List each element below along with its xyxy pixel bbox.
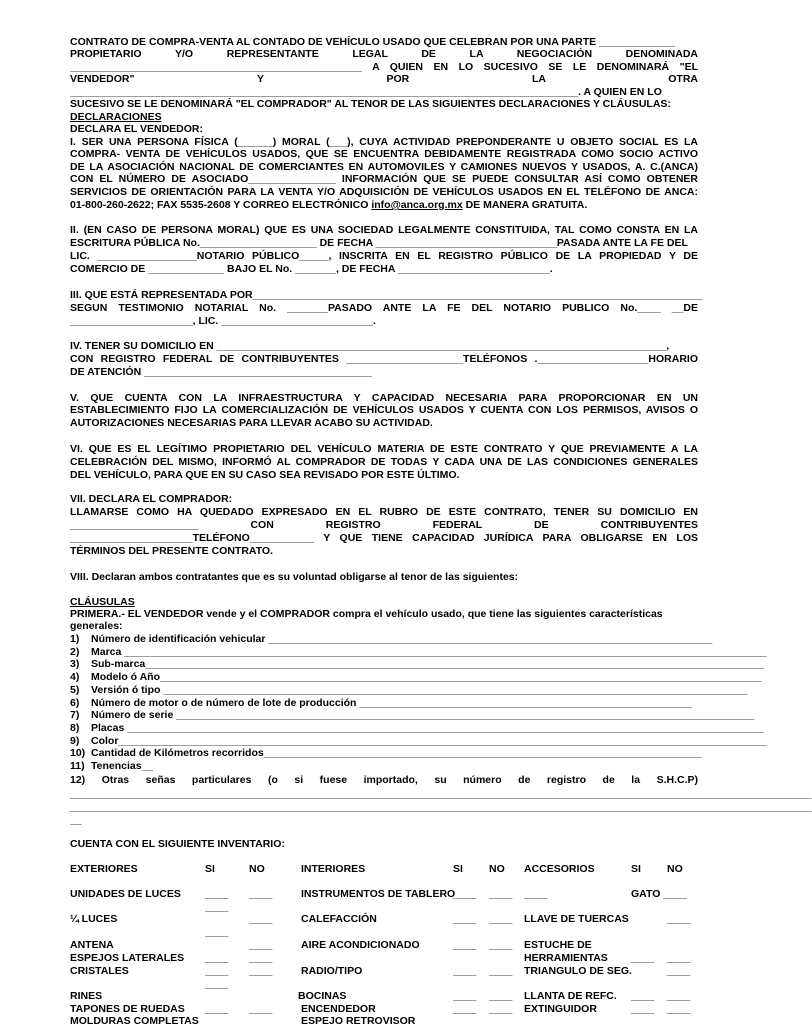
blank-cristales-si[interactable]: ____: [205, 965, 229, 977]
declaraciones-title: DECLARACIONES: [70, 111, 162, 123]
decl-vi-line-2: CELEBRACIÓN DEL MISMO, INFORMÓ AL COMPRADOR DE TODAS Y CADA UNA DE LAS CONDICIONES GENERALES: [70, 456, 698, 468]
label-radio: RADIO/TIPO: [301, 965, 363, 977]
label-gato: GATO ____: [631, 888, 687, 900]
header-line-6: SUCESIVO SE LE DENOMINARÁ "EL COMPRADOR" AL TENOR DE LAS SIGUIENTES DECLARACIONES Y CLÁUSULAS:: [70, 98, 671, 110]
blank-antena-no[interactable]: ____: [249, 939, 273, 951]
decl-vi-line-1: VI. QUE ES EL LEGÍTIMO PROPIETARIO DEL VEHÍCULO MATERIA DE ESTE CONTRATO Y QUE PREVIAMENTE A LA: [70, 443, 698, 455]
col-int-no: NO: [489, 863, 505, 875]
blank-espejos-si[interactable]: ____: [205, 952, 229, 964]
vehicle-item-label: Número de motor o de número de lote de producción _________________________________________________________: [91, 696, 693, 709]
vehicle-item-number: 10): [70, 747, 86, 760]
vehicle-item-number: 6): [70, 696, 80, 709]
vehicle-item-label: Sub-marca__________________________________________________________________________________________________________: [91, 658, 765, 671]
blank-instrumentos-si[interactable]: ____: [453, 888, 477, 900]
decl-ii-line-4: COMERCIO DE _____________ BAJO EL No. _______, DE FECHA __________________________.: [70, 263, 553, 275]
vehicle-item-5[interactable]: [70, 683, 748, 697]
decl-v-line-3: AUTORIZACIONES NECESARIAS PARA LLEVAR ACABO SU ACTIVIDAD.: [70, 417, 433, 429]
vendedor-heading: DECLARA EL VENDEDOR:: [70, 123, 204, 135]
col-acc-no: NO: [667, 863, 683, 875]
blank-radio-no[interactable]: ____: [489, 965, 513, 977]
decl-vii-line-4: TÉRMINOS DEL PRESENTE CONTRATO.: [70, 545, 274, 557]
vehicle-item-6[interactable]: [70, 697, 698, 710]
label-triangulo: TRIANGULO DE SEG.: [524, 965, 632, 977]
label-unidades-luces: UNIDADES DE LUCES: [70, 888, 181, 900]
decl-iii-line-2: SEGUN TESTIMONIO NOTARIAL No. _______PASADO ANTE LA FE DEL NOTARIO PUBLICO No.____ __DE: [70, 302, 698, 314]
blank-calefaccion-no[interactable]: ____: [489, 913, 513, 925]
vehicle-item-label: Cantidad de Kilómetros recorridos___________________________________________________________________________: [91, 747, 702, 760]
decl-iii-line-1: III. QUE ESTÁ REPRESENTADA POR_____________________________________________________________________________: [70, 289, 703, 301]
blank-llanta-si[interactable]: ____: [631, 990, 655, 1002]
vehicle-item-number: 1): [70, 633, 80, 645]
vehicle-item-number: 4): [70, 671, 80, 684]
blank-antena-si-upper[interactable]: ____: [205, 926, 229, 938]
decl-vii-line-2: ______________________ CON REGISTRO FEDERAL DE CONTRIBUYENTES: [70, 519, 698, 531]
label-encendedor: ENCENDEDOR: [301, 1003, 376, 1015]
vehicle-item-label: Marca ______________________________________________________________________________________________________________: [91, 645, 767, 658]
vehicle-item-number: 9): [70, 734, 80, 747]
label-instrumentos: INSTRUMENTOS DE TABLERO: [301, 888, 456, 900]
item-12: 12) Otras señas particulares (o si fuese importado, su número de registro de la S.H.C.P): [70, 774, 698, 786]
label-cristales: CRISTALES: [70, 965, 129, 977]
primera-line-1: PRIMERA.- EL VENDEDOR vende y el COMPRADOR compra el vehículo usado, que tiene las siguientes características: [70, 608, 663, 620]
label-estuche-2: HERRAMIENTAS: [524, 952, 608, 964]
label-llave: LLAVE DE TUERCAS: [524, 913, 629, 925]
blank-extinguidor-si[interactable]: ____: [631, 1003, 655, 1015]
decl-ii-line-1: II. (EN CASO DE PERSONA MORAL) QUE ES UNA SOCIEDAD LEGALMENTE CONSTITUIDA, TAL COMO CONSTA EN LA: [70, 224, 698, 236]
vehicle-item-1[interactable]: [70, 633, 713, 646]
decl-ii-line-2: ESCRITURA PÚBLICA No.____________________ DE FECHA _______________________________PASADA ANTE LA FE DEL: [70, 237, 688, 249]
blank-cuarto-no[interactable]: ____: [249, 913, 273, 925]
vehicle-item-label: Tenencias__: [91, 760, 154, 772]
blank-bocinas-si[interactable]: ____: [453, 990, 477, 1002]
vehicle-item-3[interactable]: [70, 658, 765, 671]
blank-llanta-no[interactable]: ____: [667, 990, 691, 1002]
col-ext-no: NO: [249, 863, 265, 875]
vehicle-item-number: 3): [70, 658, 80, 671]
decl-v-line-1: V. QUE CUENTA CON LA INFRAESTRUCTURA Y CAPACIDAD NECESARIA PARA PROPORCIONAR EN UN: [70, 392, 698, 404]
label-espejo-retro: ESPEJO RETROVISOR: [301, 1015, 416, 1027]
vehicle-item-label: Placas _____________________________________________________________________________________________________________: [91, 721, 764, 734]
decl-iv-line-1: IV. TENER SU DOMICILIO EN _____________________________________________________________________________,: [70, 340, 670, 352]
decl-i-phone-text: 01-800-260-2622; FAX 5535-2608 Y CORREO ELECTRÓNICO: [70, 199, 372, 211]
label-rines: RINES: [70, 990, 103, 1002]
label-tapones: TAPONES DE RUEDAS: [70, 1003, 185, 1015]
col-int-si: SI: [453, 863, 463, 875]
decl-i-line-5: SERVICIOS DE ORIENTACIÓN PARA LA VENTA Y/O ADQUISICIÓN DE VEHÍCULOS USADOS EN EL TELÉFONO DE ANCA:: [70, 186, 698, 198]
decl-i-line-4: CON EL NÚMERO DE ASOCIADO_______________ INFORMACIÓN QUE SE PUEDE CONSULTAR ASÍ COMO OBTENER: [70, 173, 698, 185]
decl-v-line-2: ESTABLECIMIENTO FIJO LA COMERCIALIZACIÓN DE VEHÍCULOS USADOS Y CUENTA CON LOS PERMISOS, AVISOS O: [70, 404, 698, 416]
decl-iv-line-2: CON REGISTRO FEDERAL DE CONTRIBUYENTES ____________________TELÉFONOS .___________________HORARIO: [70, 353, 698, 365]
label-aire: AIRE ACONDICIONADO: [301, 939, 420, 951]
blank-rines-si-upper[interactable]: ____: [205, 978, 229, 990]
blank-radio-si[interactable]: ____: [453, 965, 477, 977]
vehicle-item-number: 8): [70, 721, 80, 734]
vehicle-item-11[interactable]: [70, 760, 698, 773]
col-exteriores: EXTERIORES: [70, 863, 138, 875]
label-bocinas: BOCINAS: [298, 990, 347, 1002]
vehicle-item-label: Versión ó tipo ____________________________________________________________________________________________________: [91, 683, 748, 696]
blank-unidades-si[interactable]: ____: [205, 888, 229, 900]
blank-unlabeled-acc[interactable]: ____: [524, 888, 548, 900]
vehicle-item-number: 5): [70, 683, 80, 696]
decl-vii-line-1: LLAMARSE COMO HA QUEDADO EXPRESADO EN EL RUBRO DE ESTE CONTRATO, TENER SU DOMICILIO EN: [70, 506, 698, 518]
blank-estuche-no[interactable]: ____: [667, 952, 691, 964]
header-line-3: __________________________________________________ A QUIEN EN LO SUCESIVO SE LE DENOMINARÁ "EL: [70, 61, 698, 73]
decl-iv-line-3: DE ATENCIÓN _______________________________________: [70, 366, 372, 378]
decl-i-line-1: I. SER UNA PERSONA FÍSICA (______) MORAL (___), CUYA ACTIVIDAD PREPONDERANTE U OBJETO SOCIAL ES LA: [70, 136, 698, 148]
blank-unidades-no[interactable]: ____: [249, 888, 273, 900]
vehicle-item-number: 2): [70, 645, 80, 658]
vehicle-item-label: Color_______________________________________________________________________________________________________________: [91, 734, 767, 747]
vehicle-item-label: Número de identificación vehicular ____________________________________________________________________________: [91, 633, 713, 645]
decl-ii-line-3: LIC. _________________NOTARIO PÚBLICO_____, INSCRITA EN EL REGISTRO PÚBLICO DE LA PROPIEDAD Y DE: [70, 250, 698, 262]
blank-calefaccion-si[interactable]: ____: [453, 913, 477, 925]
label-estuche-1: ESTUCHE DE: [524, 939, 592, 951]
blank-encendedor-si[interactable]: ____: [453, 1003, 477, 1015]
blank-tapones-si[interactable]: ____: [205, 1003, 229, 1015]
vehicle-item-9[interactable]: [70, 734, 767, 748]
col-ext-si: SI: [205, 863, 215, 875]
decl-i-line-6: [70, 199, 698, 212]
anca-email-link[interactable]: info@anca.org.mx: [371, 199, 463, 211]
blank-aire-no[interactable]: ____: [489, 939, 513, 951]
header-line-4-full: VENDEDOR" Y POR LA OTRA: [70, 73, 698, 85]
header-line-5: _______________________________________________________________________________________. A QUIEN EN LO: [70, 86, 662, 98]
blank-aire-si[interactable]: ____: [453, 939, 477, 951]
clausulas-title: CLÁUSULAS: [70, 596, 135, 608]
vehicle-item-10[interactable]: [70, 747, 702, 760]
decl-vi-line-3: DEL VEHÍCULO, PARA QUE EN SU CASO SEA REVISADO POR ESTE ÚLTIMO.: [70, 469, 460, 481]
blank-line-1[interactable]: _______________________________________________________________________________________________________________________________: [70, 788, 812, 800]
label-llanta: LLANTA DE REFC.: [524, 990, 617, 1002]
blank-instrumentos-no[interactable]: ____: [489, 888, 513, 900]
col-acc-si: SI: [631, 863, 641, 875]
blank-llave-no[interactable]: ____: [667, 913, 691, 925]
blank-estuche-si[interactable]: ____: [631, 952, 655, 964]
vehicle-item-number: 7): [70, 709, 80, 722]
blank-cristales-no[interactable]: ____: [249, 965, 273, 977]
header-line-2: PROPIETARIO Y/O REPRESENTANTE LEGAL DE LA NEGOCIACIÓN DENOMINADA: [70, 48, 698, 60]
col-interiores: INTERIORES: [301, 863, 366, 875]
vehicle-item-label: Modelo ó Año_______________________________________________________________________________________________________: [91, 671, 762, 684]
label-espejos: ESPEJOS LATERALES: [70, 952, 185, 964]
vehicle-item-8[interactable]: [70, 721, 764, 735]
inventario-title: CUENTA CON EL SIGUIENTE INVENTARIO:: [70, 838, 285, 850]
primera-line-2: generales:: [70, 620, 123, 632]
blank-line-3[interactable]: __: [70, 814, 82, 826]
blank-tapones-no[interactable]: ____: [249, 1003, 273, 1015]
decl-iii-line-3: _____________________, LIC. __________________________.: [70, 315, 376, 327]
blank-bocinas-no[interactable]: ____: [489, 990, 513, 1002]
label-cuarto-luces: ¼ LUCES: [70, 913, 118, 925]
vehicle-item-number: 11): [70, 760, 85, 772]
label-molduras: MOLDURAS COMPLETAS: [70, 1015, 199, 1027]
vehicle-item-2[interactable]: [70, 645, 767, 659]
col-accesorios: ACCESORIOS: [524, 863, 595, 875]
decl-vii-heading: VII. DECLARA EL COMPRADOR:: [70, 493, 233, 505]
blank-espejos-no[interactable]: ____: [249, 952, 273, 964]
blank-encendedor-no[interactable]: ____: [489, 1003, 513, 1015]
label-extinguidor: EXTINGUIDOR: [524, 1003, 597, 1015]
decl-viii: VIII. Declaran ambos contratantes que es su voluntad obligarse al tenor de las siguientes:: [70, 571, 519, 583]
vehicle-item-4[interactable]: [70, 671, 762, 684]
blank-extinguidor-no[interactable]: ____: [667, 1003, 691, 1015]
label-antena: ANTENA: [70, 939, 114, 951]
decl-i-line-3: DE LA ASOCIACIÓN NACIONAL DE COMERCIANTES EN AUTOMOVILES Y CAMIONES NUEVOS Y USADOS, A. C.(ANCA): [70, 161, 698, 173]
vehicle-item-label: Número de serie ___________________________________________________________________________________________________: [91, 709, 755, 722]
blank-cuarto-si-upper[interactable]: ____: [205, 901, 229, 913]
decl-vii-line-3: _____________________TELÉFONO___________ Y QUE TIENE CAPACIDAD JURÍDICA PARA OBLIGARSE EN LOS: [70, 532, 698, 544]
header-line-1: CONTRATO DE COMPRA-VENTA AL CONTADO DE VEHÍCULO USADO QUE CELEBRAN POR UNA PARTE _____________: [70, 36, 676, 48]
blank-line-2[interactable]: _______________________________________________________________________________________________________________________________: [70, 801, 812, 813]
label-calefaccion: CALEFACCIÓN: [301, 913, 377, 925]
decl-i-line-2: COMPRA- VENTA DE VEHÍCULOS USADOS, QUE SE ENCUENTRA DEBIDAMENTE REGISTRADA COMO SOCIO ACTIVO: [70, 148, 698, 160]
vehicle-item-7[interactable]: [70, 709, 755, 722]
blank-triangulo-no[interactable]: ____: [667, 965, 691, 977]
decl-i-end-text: DE MANERA GRATUITA.: [462, 199, 588, 211]
